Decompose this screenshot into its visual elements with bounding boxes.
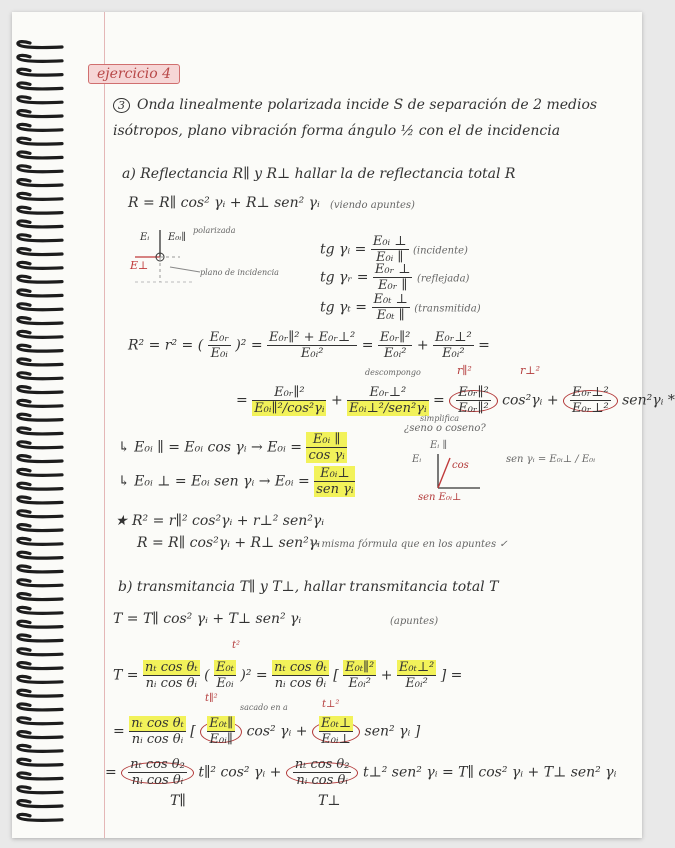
spiral-ring: [18, 83, 62, 89]
spiral-ring: [18, 787, 62, 793]
spiral-ring: [18, 290, 62, 296]
spiral-ring: [18, 704, 62, 710]
spiral-binding: [12, 38, 70, 828]
spiral-ring: [18, 580, 62, 586]
spiral-ring: [18, 690, 62, 696]
spiral-ring: [18, 456, 62, 462]
t-par-sq: t∥²: [205, 693, 218, 704]
decomp-perp: ↳ E₀ᵢ ⊥ = E₀ᵢ sen γᵢ → E₀ᵢ = $\frac{\text{E₀ᵢ⊥}}{\text{sen γᵢ}}$: [118, 466, 354, 497]
spiral-ring: [18, 166, 62, 172]
t-squared-label: t²: [232, 640, 241, 651]
spiral-ring: [18, 331, 62, 337]
spiral-ring: [18, 359, 62, 365]
spiral-ring: [18, 69, 62, 75]
spiral-ring: [18, 635, 62, 641]
spiral-ring: [18, 276, 62, 282]
margin-line: [104, 12, 105, 838]
spiral-ring: [18, 152, 62, 158]
spiral-ring: [18, 525, 62, 531]
spiral-ring: [18, 718, 62, 724]
spiral-ring: [18, 111, 62, 117]
diagram-e-perp: E⊥: [130, 259, 149, 272]
spiral-ring: [18, 552, 62, 558]
part-b-eq1-note: (apuntes): [390, 616, 439, 627]
small-diag-cos: cos: [452, 460, 469, 471]
part-a-title: a) Reflectancia R∥ y R⊥ hallar la de reflectancia total R: [122, 166, 516, 182]
seno-coseno-question: ¿seno o coseno?: [404, 423, 486, 434]
tan-i: tg γᵢ = $\frac{\text{E₀ᵢ ⊥}}{\text{E₀ᵢ ∥}}$ (incidente): [320, 234, 468, 265]
part-b-title: b) transmitancia T∥ y T⊥, hallar transmitancia total T: [118, 579, 499, 595]
spiral-ring: [18, 594, 62, 600]
t-line-2: = $\frac{\text{nₜ cos θₜ}}{\text{nᵢ cos θᵢ}}$ [ $\frac{\text{E₀ₜ∥}}{\text{E₀ᵢ∥}}$ cos² γᵢ + $\frac{\text{E₀ₜ⊥}}{\text{E₀ᵢ⊥}}$ sen² γᵢ ]: [113, 716, 421, 747]
spiral-ring: [18, 483, 62, 489]
diagram-e-par: E₀ᵢ∥: [168, 232, 186, 243]
spiral-ring: [18, 221, 62, 227]
simplifica-note: simplifica: [420, 414, 460, 423]
spiral-ring: [18, 428, 62, 434]
result-note: → misma fórmula que en los apuntes ✓: [310, 539, 508, 550]
spiral-ring: [18, 373, 62, 379]
r-squared-line: R² = r² = ( $\frac{\text{E₀ᵣ}}{\text{E₀ᵢ}}$ )² = $\frac{\text{E₀ᵣ∥² + E₀ᵣ⊥²}}{\text{E₀ᵢ²}}$ = $\frac{\text{E₀ᵣ∥²}}{\text{E₀ᵢ²}}$ + $\frac{\text{E₀ᵣ⊥²}}{\text{E₀ᵢ²}}$ =: [128, 330, 490, 361]
spiral-ring: [18, 97, 62, 103]
spiral-ring: [18, 304, 62, 310]
small-diag-sen: sen E₀ᵢ⊥: [418, 492, 462, 503]
spiral-ring: [18, 262, 62, 268]
t-final-line: = $\frac{\text{nₜ cos θ₂}}{\text{nᵢ cos θᵢ}}$ t∥² cos² γᵢ + $\frac{\text{nₜ cos θ₂}}{\text{nᵢ cos θᵢ}}$ t⊥² sen² γᵢ = T∥ cos² γᵢ + T⊥ sen² γᵢ: [105, 757, 617, 788]
annot-r-par: r∥²: [457, 364, 472, 377]
exercise-heading: ejercicio 4: [88, 64, 180, 84]
small-diag-e-par: Eᵢ ∥: [430, 440, 448, 451]
problem-number: 3: [113, 97, 130, 113]
spiral-ring: [18, 773, 62, 779]
tan-t: tg γₜ = $\frac{\text{E₀ₜ ⊥}}{\text{E₀ₜ ∥}}$ (transmitida): [320, 292, 481, 323]
diagram-plane: plano de incidencia: [200, 268, 279, 277]
t-expansion-line: T = $\frac{\text{nₜ cos θₜ}}{\text{nᵢ cos θᵢ}}$ ( $\frac{\text{E₀ₜ}}{\text{E₀ᵢ}}$ )² = $\frac{\text{nₜ cos θₜ}}{\text{nᵢ cos θᵢ}}$ [ $\frac{\text{E₀ₜ∥²}}{\text{E₀ᵢ²}}$ + $\frac{\text{E₀ₜ⊥²}}{\text{E₀ᵢ²}}$ ] =: [113, 660, 463, 691]
spiral-ring: [18, 387, 62, 393]
label-t-perp: T⊥: [318, 793, 341, 809]
sacado-note: sacado en a: [240, 703, 288, 712]
spiral-ring: [18, 442, 62, 448]
spiral-ring: [18, 759, 62, 765]
desarrollo-note: descompongo: [365, 368, 421, 377]
part-b-eq1: T = T∥ cos² γᵢ + T⊥ sen² γᵢ: [113, 611, 302, 627]
spiral-ring: [18, 180, 62, 186]
t-perp-sq: t⊥²: [322, 699, 340, 710]
spiral-ring: [18, 400, 62, 406]
spiral-ring: [18, 621, 62, 627]
spiral-ring: [18, 649, 62, 655]
spiral-ring: [18, 663, 62, 669]
diagram-polarized: polarizada: [193, 226, 236, 235]
part-a-eq1: R = R∥ cos² γᵢ + R⊥ sen² γᵢ: [128, 195, 320, 211]
spiral-ring: [18, 469, 62, 475]
spiral-ring: [18, 732, 62, 738]
spiral-ring: [18, 676, 62, 682]
r-expanded-line: = $\frac{\text{E₀ᵣ∥²}}{\text{E₀ᵢ∥²/cos²γᵢ}}$ + $\frac{\text{E₀ᵣ⊥²}}{\text{E₀ᵢ⊥²/sen²γᵢ}}$ = $\frac{\text{E₀ᵣ∥²}}{\text{E₀ᵣ∥²}}$ cos²γᵢ + $\frac{\text{E₀ᵣ⊥²}}{\text{E₀ᵣ⊥²}}$ sen²γᵢ *: [236, 385, 675, 416]
spiral-ring: [18, 607, 62, 613]
spiral-ring: [18, 42, 62, 48]
spiral-ring: [18, 138, 62, 144]
spiral-ring: [18, 124, 62, 130]
tan-r: tg γᵣ = $\frac{\text{E₀ᵣ ⊥}}{\text{E₀ᵣ ∥}}$ (reflejada): [320, 262, 470, 293]
spiral-ring: [18, 55, 62, 61]
diagram-e-i: Eᵢ: [140, 232, 150, 243]
spiral-ring: [18, 235, 62, 241]
spiral-ring: [18, 814, 62, 820]
spiral-ring: [18, 318, 62, 324]
problem-line-2: isótropos, plano vibración forma ángulo ½ con el de incidencia: [113, 123, 561, 139]
spiral-ring: [18, 414, 62, 420]
spiral-ring: [18, 801, 62, 807]
spiral-ring: [18, 207, 62, 213]
part-a-eq1-note: (viendo apuntes): [330, 200, 415, 211]
spiral-ring: [18, 745, 62, 751]
small-diag-e-i: Eᵢ: [412, 454, 422, 465]
decomp-par: ↳ E₀ᵢ ∥ = E₀ᵢ cos γᵢ → E₀ᵢ = $\frac{\text{E₀ᵢ ∥}}{\text{cos γᵢ}}$: [118, 432, 345, 463]
label-t-par: T∥: [170, 793, 186, 809]
spiral-ring: [18, 538, 62, 544]
small-diag-sen-eq: sen γᵢ = E₀ᵢ⊥ / E₀ᵢ: [506, 454, 596, 465]
spiral-ring: [18, 249, 62, 255]
spiral-ring: [18, 193, 62, 199]
problem-line-1: Onda linealmente polarizada incide S de separación de 2 medios: [137, 97, 598, 113]
spiral-ring: [18, 497, 62, 503]
spiral-ring: [18, 511, 62, 517]
annot-r-perp: r⊥²: [520, 364, 541, 377]
spiral-ring: [18, 345, 62, 351]
result-r-squared: ★ R² = r∥² cos²γᵢ + r⊥² sen²γᵢ: [115, 513, 325, 529]
spiral-ring: [18, 566, 62, 572]
result-r: R = R∥ cos²γᵢ + R⊥ sen²γᵢ: [137, 535, 320, 551]
